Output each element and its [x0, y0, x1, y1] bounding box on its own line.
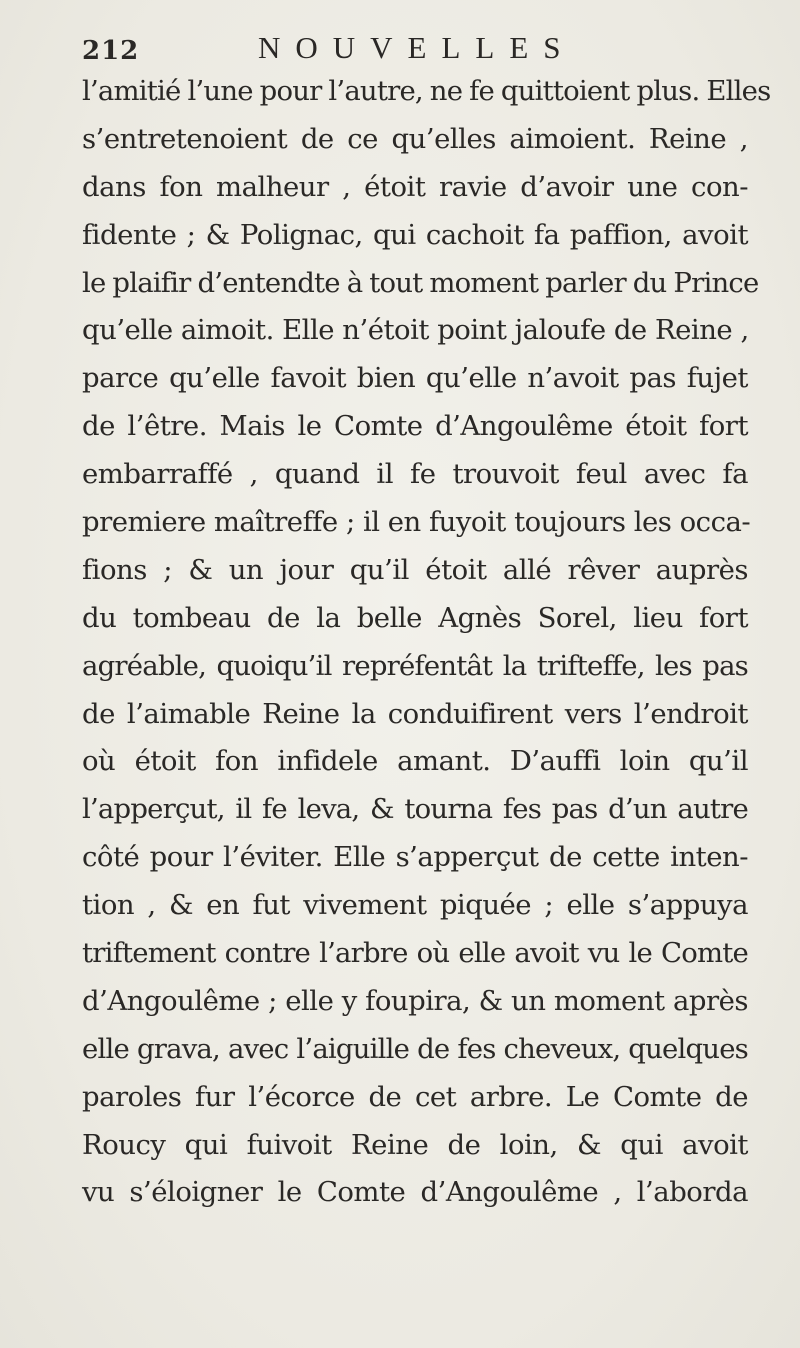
text-line: tion , & en fut vivement piquée ; elle s’appuya — [82, 889, 748, 922]
text-line: d’Angoulême ; elle y foupira, & un moment après — [82, 984, 748, 1017]
text-line: où étoit fon infidele amant. D’auffi loin qu’il — [82, 745, 748, 778]
text-line: fidente ; & Polignac, qui cachoit fa paffion, avoit — [82, 218, 748, 251]
text-line: dans fon malheur , étoit ravie d’avoir une con- — [82, 170, 748, 203]
text-line: embarraffé , quand il fe trouvoit feul avec fa — [82, 458, 748, 491]
page-number: 212 — [82, 36, 140, 66]
text-line: l’apperçut, il fe leva, & tourna fes pas d’un autre — [82, 793, 748, 826]
text-line: côté pour l’éviter. Elle s’apperçut de cette inten- — [82, 841, 748, 874]
text-line: fions ; & un jour qu’il étoit allé rêver auprès — [82, 553, 748, 586]
text-line: triftement contre l’arbre où elle avoit vu le Comte — [82, 937, 748, 970]
text-line: s’entretenoient de ce qu’elles aimoient. Reine , — [82, 122, 748, 155]
text-line: l’amitié l’une pour l’autre, ne fe quittoient plus. Elles — [82, 75, 771, 107]
text-line: de l’être. Mais le Comte d’Angoulême étoit fort — [82, 410, 748, 443]
text-line: paroles fur l’écorce de cet arbre. Le Comte de — [82, 1080, 748, 1113]
body-text — [82, 68, 771, 1217]
text-line: qu’elle aimoit. Elle n’étoit point jaloufe de Reine , — [82, 314, 749, 347]
text-line: du tombeau de la belle Agnès Sorel, lieu fort — [82, 601, 748, 634]
page-header — [82, 30, 742, 70]
text-line: vu s’éloigner le Comte d’Angoulême , l’aborda — [82, 1176, 748, 1209]
text-line: premiere maîtreffe ; il en fuyoit toujours les occa- — [82, 506, 751, 539]
text-line: elle grava, avec l’aiguille de fes cheveux, quelques — [82, 1032, 748, 1065]
text-line: agréable, quoiqu’il repréfentât la trifteffe, les pas — [82, 649, 748, 682]
text-line: parce qu’elle favoit bien qu’elle n’avoit pas fujet — [82, 362, 748, 395]
running-title: NOUVELLES — [258, 30, 576, 65]
text-line: de l’aimable Reine la conduifirent vers l’endroit — [82, 697, 748, 730]
text-line: le plaifir d’entendte à tout moment parler du Prince — [82, 266, 759, 299]
text-line: Roucy qui fuivoit Reine de loin, & qui avoit — [82, 1128, 748, 1161]
